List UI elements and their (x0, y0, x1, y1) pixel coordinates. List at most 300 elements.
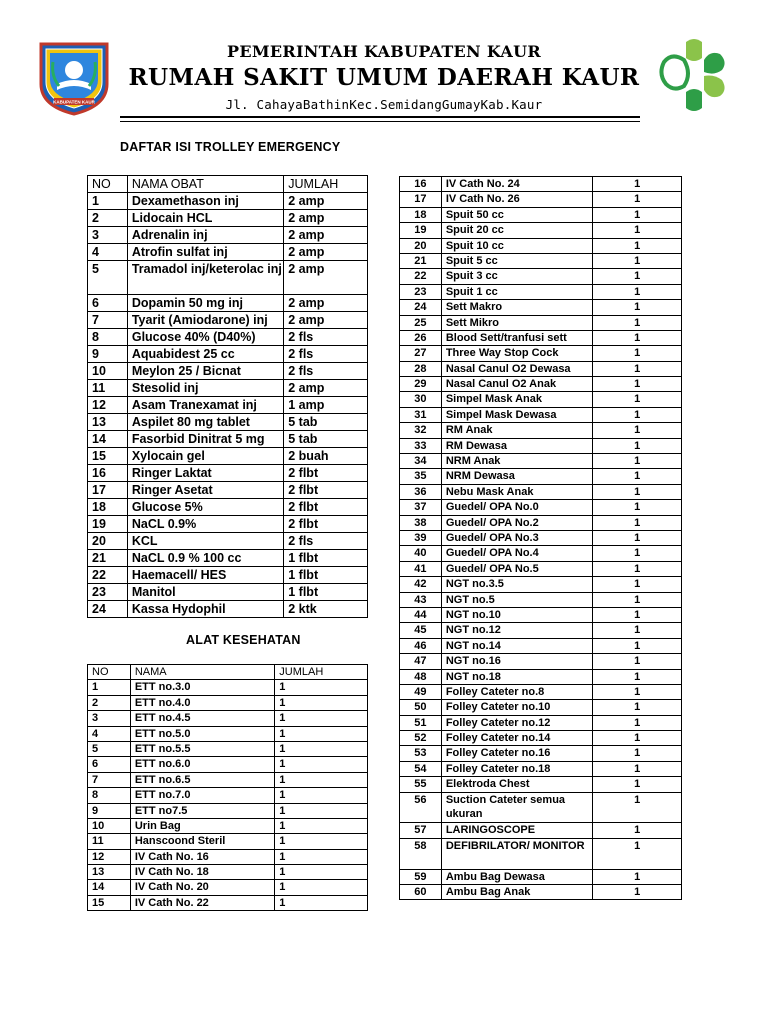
row-no: 16 (88, 465, 128, 482)
row-name: NGT no.14 (441, 638, 593, 653)
row-name: Stesolid inj (127, 380, 283, 397)
header-rule-thin (120, 121, 640, 122)
row-no: 42 (400, 577, 442, 592)
row-no: 20 (88, 533, 128, 550)
row-no: 24 (88, 601, 128, 618)
table-row (400, 731, 682, 746)
table-row (88, 380, 368, 397)
table-row (88, 227, 368, 244)
row-name: Spuit 3 cc (441, 269, 593, 284)
row-no: 22 (400, 269, 442, 284)
table-row (88, 397, 368, 414)
row-no: 27 (400, 346, 442, 361)
table-row (400, 823, 682, 838)
header-rule-thick (120, 116, 640, 118)
row-quantity: 1 (275, 741, 368, 756)
row-quantity: 1 (275, 818, 368, 833)
row-name: ETT no7.5 (130, 803, 274, 818)
letterhead (0, 0, 768, 125)
row-no: 41 (400, 561, 442, 576)
table-row (88, 533, 368, 550)
row-quantity: 2 flbt (284, 465, 368, 482)
table-row (88, 567, 368, 584)
row-no: 15 (88, 895, 131, 910)
row-no: 13 (88, 865, 131, 880)
row-no: 58 (400, 838, 442, 869)
table-row (400, 192, 682, 207)
row-name: Guedel/ OPA No.2 (441, 515, 593, 530)
row-name: Aquabidest 25 cc (127, 346, 283, 363)
row-no: 4 (88, 726, 131, 741)
table-row (88, 818, 368, 833)
row-quantity: 1 (593, 438, 682, 453)
table-row (88, 465, 368, 482)
table-row (88, 295, 368, 312)
table-row (88, 346, 368, 363)
col-header-nama-obat: NAMA OBAT (127, 176, 283, 193)
row-no: 47 (400, 654, 442, 669)
row-quantity: 1 (593, 715, 682, 730)
row-no: 48 (400, 669, 442, 684)
row-no: 8 (88, 329, 128, 346)
government-name: PEMERINTAH KABUPATEN KAUR (227, 42, 541, 61)
row-quantity: 1 (593, 838, 682, 869)
row-name: ETT no.3.0 (130, 680, 274, 695)
row-name: Elektroda Chest (441, 777, 593, 792)
row-quantity: 1 (275, 711, 368, 726)
row-quantity: 2 buah (284, 448, 368, 465)
row-name: ETT no.5.5 (130, 741, 274, 756)
row-name: IV Cath No. 16 (130, 849, 274, 864)
row-no: 49 (400, 684, 442, 699)
row-no: 33 (400, 438, 442, 453)
row-no: 1 (88, 680, 131, 695)
table-row (400, 223, 682, 238)
table-row (88, 726, 368, 741)
logo-left-text: KABUPATEN KAUR (53, 99, 95, 105)
row-no: 56 (400, 792, 442, 823)
row-no: 9 (88, 803, 131, 818)
row-quantity: 1 (593, 346, 682, 361)
row-quantity: 2 fls (284, 346, 368, 363)
row-quantity: 1 (593, 731, 682, 746)
table-row (400, 577, 682, 592)
medicine-table (87, 175, 368, 618)
row-no: 5 (88, 741, 131, 756)
col-header-no: NO (88, 665, 131, 680)
table-row (400, 885, 682, 900)
row-quantity: 1 (593, 253, 682, 268)
row-no: 23 (88, 584, 128, 601)
row-name: Glucose 5% (127, 499, 283, 516)
row-quantity: 2 amp (284, 193, 368, 210)
row-name: Urin Bag (130, 818, 274, 833)
row-quantity: 1 (593, 515, 682, 530)
row-name: NGT no.18 (441, 669, 593, 684)
row-quantity: 2 amp (284, 380, 368, 397)
row-no: 19 (88, 516, 128, 533)
row-quantity: 1 (593, 638, 682, 653)
row-quantity: 1 (275, 865, 368, 880)
row-quantity: 1 (593, 192, 682, 207)
row-quantity: 2 amp (284, 210, 368, 227)
row-name: Nebu Mask Anak (441, 484, 593, 499)
table-row (400, 207, 682, 222)
table-row (88, 741, 368, 756)
row-name: ETT no.4.0 (130, 695, 274, 710)
table-row (400, 315, 682, 330)
table-row (88, 849, 368, 864)
row-name: Xylocain gel (127, 448, 283, 465)
table-row (88, 757, 368, 772)
row-no: 31 (400, 407, 442, 422)
row-no: 18 (400, 207, 442, 222)
table-row (88, 448, 368, 465)
table-row (88, 210, 368, 227)
row-quantity: 1 (593, 869, 682, 884)
row-no: 38 (400, 515, 442, 530)
row-name: Nasal Canul O2 Anak (441, 377, 593, 392)
table-row (400, 330, 682, 345)
table-header-row (88, 665, 368, 680)
row-quantity: 1 (593, 484, 682, 499)
row-name: Folley Cateter no.12 (441, 715, 593, 730)
row-quantity: 1 (593, 546, 682, 561)
table-row (400, 761, 682, 776)
row-name: Hanscoond Steril (130, 834, 274, 849)
row-no: 4 (88, 244, 128, 261)
table-row (400, 561, 682, 576)
row-quantity: 1 (275, 895, 368, 910)
row-no: 15 (88, 448, 128, 465)
row-name: ETT no.4.5 (130, 711, 274, 726)
table-row (88, 680, 368, 695)
row-name: Ringer Asetat (127, 482, 283, 499)
row-name: Folley Cateter no.14 (441, 731, 593, 746)
hospital-address: Jl. CahayaBathinKec.SemidangGumayKab.Kaur (225, 97, 543, 112)
row-no: 6 (88, 295, 128, 312)
row-name: Spuit 20 cc (441, 223, 593, 238)
table-row (400, 269, 682, 284)
row-no: 7 (88, 312, 128, 329)
row-name: Ambu Bag Dewasa (441, 869, 593, 884)
row-no: 17 (88, 482, 128, 499)
row-name: ETT no.5.0 (130, 726, 274, 741)
row-quantity: 1 (593, 177, 682, 192)
health-ministry-logo (658, 36, 728, 114)
row-no: 32 (400, 423, 442, 438)
table-row (88, 499, 368, 516)
row-quantity: 2 flbt (284, 516, 368, 533)
medicine-table-body (88, 193, 368, 618)
row-no: 6 (88, 757, 131, 772)
row-name: RM Anak (441, 423, 593, 438)
row-no: 26 (400, 330, 442, 345)
row-quantity: 1 (593, 207, 682, 222)
row-quantity: 1 (275, 726, 368, 741)
table-row (400, 654, 682, 669)
table-row (400, 238, 682, 253)
table-row (400, 700, 682, 715)
row-quantity: 5 tab (284, 431, 368, 448)
row-name: Asam Tranexamat inj (127, 397, 283, 414)
row-name: Guedel/ OPA No.4 (441, 546, 593, 561)
row-no: 13 (88, 414, 128, 431)
row-quantity: 1 (593, 684, 682, 699)
table-row (400, 838, 682, 869)
row-quantity: 1 (593, 623, 682, 638)
row-quantity: 1 (593, 407, 682, 422)
row-no: 25 (400, 315, 442, 330)
equipment-table-continued (399, 176, 682, 900)
row-name: Suction Cateter semua ukuran (441, 792, 593, 823)
table-row (400, 377, 682, 392)
row-name: Sett Mikro (441, 315, 593, 330)
row-name: Nasal Canul O2 Dewasa (441, 361, 593, 376)
table-row (400, 454, 682, 469)
obat-section-title: DAFTAR ISI TROLLEY EMERGENCY (120, 140, 341, 154)
row-name: NGT no.16 (441, 654, 593, 669)
table-row (400, 623, 682, 638)
table-row (88, 772, 368, 787)
row-quantity: 2 amp (284, 312, 368, 329)
table-row (400, 669, 682, 684)
col-header-no: NO (88, 176, 128, 193)
row-no: 11 (88, 834, 131, 849)
table-row (88, 312, 368, 329)
row-quantity: 1 (593, 469, 682, 484)
table-row (400, 515, 682, 530)
row-no: 30 (400, 392, 442, 407)
row-name: Kassa Hydophil (127, 601, 283, 618)
row-name: IV Cath No. 22 (130, 895, 274, 910)
row-no: 50 (400, 700, 442, 715)
row-no: 24 (400, 300, 442, 315)
row-quantity: 1 (593, 330, 682, 345)
row-quantity: 1 (593, 669, 682, 684)
alat-section-title: ALAT KESEHATAN (186, 633, 301, 647)
equipment-table-continued-body (400, 177, 682, 900)
table-row (88, 601, 368, 618)
row-quantity: 1 (593, 223, 682, 238)
row-name: Three Way Stop Cock (441, 346, 593, 361)
row-no: 37 (400, 500, 442, 515)
table-row (88, 363, 368, 380)
row-name: Tyarit (Amiodarone) inj (127, 312, 283, 329)
col-header-jumlah: JUMLAH (284, 176, 368, 193)
row-quantity: 1 (593, 577, 682, 592)
row-quantity: 1 (593, 746, 682, 761)
row-name: NGT no.3.5 (441, 577, 593, 592)
row-no: 14 (88, 880, 131, 895)
row-quantity: 1 (275, 757, 368, 772)
table-row (400, 592, 682, 607)
row-no: 10 (88, 363, 128, 380)
table-row (88, 695, 368, 710)
table-row (88, 482, 368, 499)
row-no: 18 (88, 499, 128, 516)
row-no: 43 (400, 592, 442, 607)
row-name: LARINGOSCOPE (441, 823, 593, 838)
row-name: NaCL 0.9% (127, 516, 283, 533)
row-no: 36 (400, 484, 442, 499)
row-no: 3 (88, 711, 131, 726)
table-row (400, 361, 682, 376)
row-quantity: 1 (275, 772, 368, 787)
row-quantity: 1 (593, 823, 682, 838)
row-name: NRM Dewasa (441, 469, 593, 484)
row-name: NGT no.12 (441, 623, 593, 638)
row-no: 57 (400, 823, 442, 838)
row-quantity: 1 amp (284, 397, 368, 414)
row-no: 60 (400, 885, 442, 900)
row-quantity: 2 fls (284, 363, 368, 380)
row-quantity: 2 amp (284, 227, 368, 244)
row-name: RM Dewasa (441, 438, 593, 453)
table-row (88, 431, 368, 448)
row-no: 22 (88, 567, 128, 584)
row-quantity: 1 (275, 680, 368, 695)
table-row (400, 638, 682, 653)
row-quantity: 1 (593, 269, 682, 284)
row-quantity: 1 (593, 284, 682, 299)
row-quantity: 2 flbt (284, 482, 368, 499)
row-no: 35 (400, 469, 442, 484)
row-quantity: 1 (593, 500, 682, 515)
row-quantity: 1 flbt (284, 567, 368, 584)
row-quantity: 1 (275, 880, 368, 895)
row-quantity: 1 (593, 392, 682, 407)
col-header-nama: NAMA (130, 665, 274, 680)
row-name: Glucose 40% (D40%) (127, 329, 283, 346)
table-row (88, 788, 368, 803)
table-row (88, 516, 368, 533)
row-no: 53 (400, 746, 442, 761)
row-name: IV Cath No. 18 (130, 865, 274, 880)
table-row (400, 746, 682, 761)
row-no: 14 (88, 431, 128, 448)
row-quantity: 2 fls (284, 533, 368, 550)
row-no: 2 (88, 695, 131, 710)
row-name: Simpel Mask Anak (441, 392, 593, 407)
row-name: Haemacell/ HES (127, 567, 283, 584)
row-name: Spuit 5 cc (441, 253, 593, 268)
row-name: Fasorbid Dinitrat 5 mg (127, 431, 283, 448)
row-no: 34 (400, 454, 442, 469)
row-name: ETT no.6.5 (130, 772, 274, 787)
row-quantity: 1 (275, 849, 368, 864)
row-name: IV Cath No. 24 (441, 177, 593, 192)
row-name: Guedel/ OPA No.5 (441, 561, 593, 576)
equipment-table (87, 664, 368, 911)
table-row (400, 869, 682, 884)
row-name: Folley Cateter no.8 (441, 684, 593, 699)
row-no: 21 (400, 253, 442, 268)
row-no: 39 (400, 530, 442, 545)
table-row (400, 546, 682, 561)
table-row (400, 715, 682, 730)
row-quantity: 2 amp (284, 295, 368, 312)
row-name: Ringer Laktat (127, 465, 283, 482)
row-quantity: 1 (593, 885, 682, 900)
row-quantity: 1 (593, 592, 682, 607)
col-header-jumlah: JUMLAH (275, 665, 368, 680)
row-name: ETT no.6.0 (130, 757, 274, 772)
row-no: 46 (400, 638, 442, 653)
table-row (400, 423, 682, 438)
row-no: 44 (400, 607, 442, 622)
row-no: 28 (400, 361, 442, 376)
row-no: 45 (400, 623, 442, 638)
row-no: 29 (400, 377, 442, 392)
table-row (400, 346, 682, 361)
row-no: 3 (88, 227, 128, 244)
row-quantity: 2 amp (284, 244, 368, 261)
table-row (400, 284, 682, 299)
row-quantity: 2 fls (284, 329, 368, 346)
row-quantity: 2 flbt (284, 499, 368, 516)
table-row (88, 261, 368, 295)
row-no: 20 (400, 238, 442, 253)
row-name: Blood Sett/tranfusi sett (441, 330, 593, 345)
row-quantity: 1 (593, 361, 682, 376)
table-row (88, 865, 368, 880)
row-quantity: 1 (593, 607, 682, 622)
row-no: 51 (400, 715, 442, 730)
row-name: IV Cath No. 20 (130, 880, 274, 895)
row-no: 21 (88, 550, 128, 567)
row-quantity: 2 amp (284, 261, 368, 295)
row-name: DEFIBRILATOR/ MONITOR (441, 838, 593, 869)
row-quantity: 1 flbt (284, 584, 368, 601)
table-row (400, 792, 682, 823)
table-row (88, 584, 368, 601)
row-quantity: 1 flbt (284, 550, 368, 567)
row-no: 23 (400, 284, 442, 299)
row-name: NaCL 0.9 % 100 cc (127, 550, 283, 567)
row-name: Adrenalin inj (127, 227, 283, 244)
row-quantity: 1 (593, 777, 682, 792)
row-quantity: 1 (275, 834, 368, 849)
table-row (400, 500, 682, 515)
row-name: Guedel/ OPA No.0 (441, 500, 593, 515)
row-no: 40 (400, 546, 442, 561)
row-no: 59 (400, 869, 442, 884)
table-row (400, 469, 682, 484)
table-row (400, 392, 682, 407)
row-name: Meylon 25 / Bicnat (127, 363, 283, 380)
row-no: 55 (400, 777, 442, 792)
table-row (88, 711, 368, 726)
row-quantity: 1 (593, 238, 682, 253)
table-row (400, 407, 682, 422)
row-name: Folley Cateter no.10 (441, 700, 593, 715)
row-no: 12 (88, 397, 128, 414)
table-row (400, 253, 682, 268)
row-quantity: 1 (593, 423, 682, 438)
row-no: 17 (400, 192, 442, 207)
row-name: Dexamethason inj (127, 193, 283, 210)
row-no: 16 (400, 177, 442, 192)
row-quantity: 1 (593, 530, 682, 545)
row-no: 1 (88, 193, 128, 210)
row-quantity: 1 (593, 454, 682, 469)
hospital-name: RUMAH SAKIT UMUM DAERAH KAUR (128, 64, 640, 91)
row-quantity: 1 (593, 315, 682, 330)
row-no: 12 (88, 849, 131, 864)
row-name: Manitol (127, 584, 283, 601)
row-quantity: 5 tab (284, 414, 368, 431)
